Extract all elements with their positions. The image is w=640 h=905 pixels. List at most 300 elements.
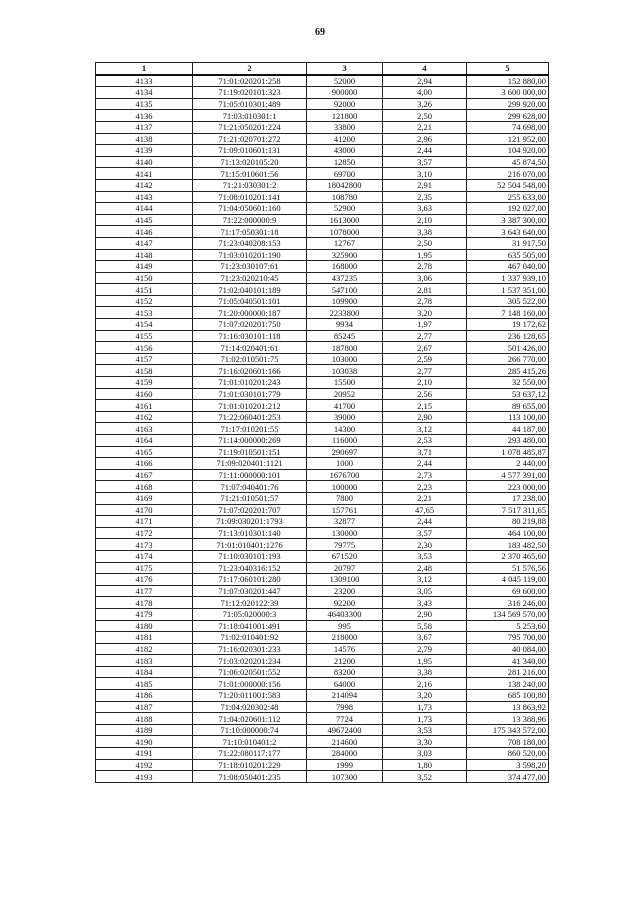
cadastral-number-cell: 71:23:030107:61 — [193, 261, 307, 273]
area-cell: 103038 — [307, 365, 383, 377]
value-cell: 3 643 640,00 — [467, 226, 549, 238]
value-cell: 13 388,96 — [467, 713, 549, 725]
cadastral-number-cell: 71:19:010501:151 — [193, 446, 307, 458]
table-header-row — [96, 63, 549, 75]
cadastral-number-cell: 71:02:010501:75 — [193, 353, 307, 365]
cadastral-number-cell: 71:05:010301:489 — [193, 98, 307, 110]
value-cell: 138 240,00 — [467, 678, 549, 690]
cadastral-number-cell: 71:16:020601:166 — [193, 365, 307, 377]
table-row — [96, 237, 549, 249]
table-row — [96, 411, 549, 423]
cadastral-number-cell: 71:03:020201:234 — [193, 655, 307, 667]
rate-cell: 2,50 — [383, 237, 467, 249]
row-number-cell: 4147 — [96, 237, 193, 249]
rate-cell: 3,10 — [383, 168, 467, 180]
cadastral-number-cell: 71:03:010301:1 — [193, 110, 307, 122]
cadastral-number-cell: 71:17:050301:18 — [193, 226, 307, 238]
rate-cell: 2,77 — [383, 365, 467, 377]
row-number-cell: 4173 — [96, 539, 193, 551]
table-row — [96, 574, 549, 586]
rate-cell: 2,23 — [383, 481, 467, 493]
area-cell: 15500 — [307, 377, 383, 389]
cadastral-number-cell: 71:11:000000:101 — [193, 469, 307, 481]
table-row — [96, 701, 549, 713]
table-row — [96, 75, 549, 87]
table-row — [96, 597, 549, 609]
table-row — [96, 307, 549, 319]
rate-cell: 1,73 — [383, 713, 467, 725]
value-cell: 299 920,00 — [467, 98, 549, 110]
rate-cell: 1,97 — [383, 319, 467, 331]
rate-cell: 3,71 — [383, 446, 467, 458]
row-number-cell: 4183 — [96, 655, 193, 667]
table-row — [96, 469, 549, 481]
area-cell: 92200 — [307, 597, 383, 609]
cadastral-number-cell: 71:03:010201:190 — [193, 249, 307, 261]
cadastral-number-cell: 71:05:020000:3 — [193, 608, 307, 620]
row-number-cell: 4153 — [96, 307, 193, 319]
table-row — [96, 620, 549, 632]
value-cell: 19 172,62 — [467, 319, 549, 331]
cadastral-number-cell: 71:21:010501:57 — [193, 492, 307, 504]
row-number-cell: 4140 — [96, 156, 193, 168]
area-cell: 1999 — [307, 759, 383, 771]
cadastral-number-cell: 71:08:010201:141 — [193, 191, 307, 203]
area-cell: 168000 — [307, 261, 383, 273]
table-row — [96, 748, 549, 760]
area-cell: 157761 — [307, 504, 383, 516]
area-cell: 7998 — [307, 701, 383, 713]
rate-cell: 3,43 — [383, 597, 467, 609]
rate-cell: 3,20 — [383, 307, 467, 319]
table-row — [96, 458, 549, 470]
value-cell: 7 517 311,65 — [467, 504, 549, 516]
rate-cell: 2,44 — [383, 145, 467, 157]
cadastral-number-cell: 71:17:010201:55 — [193, 423, 307, 435]
rate-cell: 3,57 — [383, 527, 467, 539]
area-cell: 92000 — [307, 98, 383, 110]
rate-cell: 2,44 — [383, 516, 467, 528]
cadastral-number-cell: 71:18:010201:229 — [193, 759, 307, 771]
rate-cell: 1,73 — [383, 701, 467, 713]
value-cell: 1 337 939,10 — [467, 272, 549, 284]
row-number-cell: 4184 — [96, 666, 193, 678]
table-row — [96, 191, 549, 203]
rate-cell: 4,00 — [383, 87, 467, 99]
table-row — [96, 516, 549, 528]
table-row — [96, 226, 549, 238]
cadastral-number-cell: 71:02:040101:189 — [193, 284, 307, 296]
table-row — [96, 678, 549, 690]
rate-cell: 3,52 — [383, 771, 467, 783]
area-cell: 41200 — [307, 133, 383, 145]
table-row — [96, 527, 549, 539]
value-cell: 89 655,00 — [467, 400, 549, 412]
table-row — [96, 295, 549, 307]
rate-cell: 3,67 — [383, 632, 467, 644]
row-number-cell: 4181 — [96, 632, 193, 644]
value-cell: 52 504 548,00 — [467, 179, 549, 191]
table-row — [96, 261, 549, 273]
cadastral-number-cell: 71:22:000000:9 — [193, 214, 307, 226]
rate-cell: 2,91 — [383, 179, 467, 191]
cadastral-number-cell: 71:07:030201:447 — [193, 585, 307, 597]
value-cell: 3 600 000,00 — [467, 87, 549, 99]
table-row — [96, 435, 549, 447]
value-cell: 223 000,00 — [467, 481, 549, 493]
row-number-cell: 4170 — [96, 504, 193, 516]
row-number-cell: 4146 — [96, 226, 193, 238]
value-cell: 316 246,00 — [467, 597, 549, 609]
area-cell: 1078000 — [307, 226, 383, 238]
value-cell: 2 440,00 — [467, 458, 549, 470]
area-cell: 103000 — [307, 353, 383, 365]
row-number-cell: 4187 — [96, 701, 193, 713]
table-row — [96, 249, 549, 261]
value-cell: 3 598,20 — [467, 759, 549, 771]
table-row — [96, 504, 549, 516]
area-cell: 49672400 — [307, 724, 383, 736]
rate-cell: 2,81 — [383, 284, 467, 296]
row-number-cell: 4145 — [96, 214, 193, 226]
area-cell: 46403300 — [307, 608, 383, 620]
cadastral-number-cell: 71:07:040401:76 — [193, 481, 307, 493]
rate-cell: 3,38 — [383, 666, 467, 678]
table-row — [96, 121, 549, 133]
column-header-5: 5 — [467, 63, 549, 75]
cadastral-number-cell: 71:21:050201:224 — [193, 121, 307, 133]
value-cell: 1 078 485,87 — [467, 446, 549, 458]
row-number-cell: 4164 — [96, 435, 193, 447]
cadastral-number-cell: 71:16:020301:233 — [193, 643, 307, 655]
table-row — [96, 353, 549, 365]
area-cell: 290697 — [307, 446, 383, 458]
row-number-cell: 4142 — [96, 179, 193, 191]
row-number-cell: 4155 — [96, 330, 193, 342]
table-row — [96, 643, 549, 655]
area-cell: 107300 — [307, 771, 383, 783]
table-row — [96, 377, 549, 389]
row-number-cell: 4137 — [96, 121, 193, 133]
area-cell: 39000 — [307, 411, 383, 423]
area-cell: 32877 — [307, 516, 383, 528]
cadastral-number-cell: 71:16:030101:118 — [193, 330, 307, 342]
row-number-cell: 4182 — [96, 643, 193, 655]
row-number-cell: 4176 — [96, 574, 193, 586]
rate-cell: 2,67 — [383, 342, 467, 354]
area-cell: 547100 — [307, 284, 383, 296]
row-number-cell: 4189 — [96, 724, 193, 736]
area-cell: 12767 — [307, 237, 383, 249]
table-row — [96, 168, 549, 180]
rate-cell: 2,21 — [383, 492, 467, 504]
rate-cell: 2,35 — [383, 191, 467, 203]
row-number-cell: 4191 — [96, 748, 193, 760]
table-row — [96, 98, 549, 110]
cadastral-number-cell: 71:06:020501:552 — [193, 666, 307, 678]
rate-cell: 2,90 — [383, 608, 467, 620]
rate-cell: 3,38 — [383, 226, 467, 238]
cadastral-number-cell: 71:14:020401:61 — [193, 342, 307, 354]
area-cell: 325900 — [307, 249, 383, 261]
value-cell: 74 698,00 — [467, 121, 549, 133]
rate-cell: 5,58 — [383, 620, 467, 632]
row-number-cell: 4168 — [96, 481, 193, 493]
cadastral-number-cell: 71:04:020601:112 — [193, 713, 307, 725]
row-number-cell: 4151 — [96, 284, 193, 296]
table-row — [96, 446, 549, 458]
row-number-cell: 4143 — [96, 191, 193, 203]
cadastral-number-cell: 71:23:020210:45 — [193, 272, 307, 284]
rate-cell: 3,12 — [383, 574, 467, 586]
table-row — [96, 272, 549, 284]
table-row — [96, 365, 549, 377]
row-number-cell: 4185 — [96, 678, 193, 690]
value-cell: 152 880,00 — [467, 75, 549, 87]
table-row — [96, 388, 549, 400]
area-cell: 284000 — [307, 748, 383, 760]
area-cell: 33800 — [307, 121, 383, 133]
cadastral-number-cell: 71:23:040316:152 — [193, 562, 307, 574]
value-cell: 175 343 572,00 — [467, 724, 549, 736]
area-cell: 2233800 — [307, 307, 383, 319]
table-row — [96, 133, 549, 145]
cadastral-number-cell: 71:19:020101:323 — [193, 87, 307, 99]
area-cell: 85245 — [307, 330, 383, 342]
value-cell: 293 480,00 — [467, 435, 549, 447]
rate-cell: 2,90 — [383, 411, 467, 423]
area-cell: 12850 — [307, 156, 383, 168]
row-number-cell: 4138 — [96, 133, 193, 145]
value-cell: 80 219,88 — [467, 516, 549, 528]
table-row — [96, 400, 549, 412]
rate-cell: 2,79 — [383, 643, 467, 655]
cadastral-number-cell: 71:01:010201:212 — [193, 400, 307, 412]
area-cell: 64000 — [307, 678, 383, 690]
area-cell: 1000 — [307, 458, 383, 470]
cadastral-number-cell: 71:18:041001:491 — [193, 620, 307, 632]
area-cell: 109900 — [307, 295, 383, 307]
value-cell: 134 569 570,00 — [467, 608, 549, 620]
value-cell: 216 070,00 — [467, 168, 549, 180]
cadastral-number-cell: 71:01:010401:1276 — [193, 539, 307, 551]
area-cell: 108780 — [307, 191, 383, 203]
value-cell: 285 415,26 — [467, 365, 549, 377]
table-row — [96, 690, 549, 702]
rate-cell: 2,48 — [383, 562, 467, 574]
value-cell: 17 238,00 — [467, 492, 549, 504]
registry-table — [95, 62, 549, 783]
value-cell: 3 387 300,00 — [467, 214, 549, 226]
area-cell: 69700 — [307, 168, 383, 180]
cadastral-number-cell: 71:10:000000:74 — [193, 724, 307, 736]
row-number-cell: 4148 — [96, 249, 193, 261]
area-cell: 83200 — [307, 666, 383, 678]
value-cell: 45 874,50 — [467, 156, 549, 168]
row-number-cell: 4161 — [96, 400, 193, 412]
rate-cell: 3,05 — [383, 585, 467, 597]
area-cell: 43000 — [307, 145, 383, 157]
value-cell: 255 633,00 — [467, 191, 549, 203]
value-cell: 374 477,00 — [467, 771, 549, 783]
rate-cell: 2,10 — [383, 214, 467, 226]
value-cell: 299 628,00 — [467, 110, 549, 122]
area-cell: 116000 — [307, 435, 383, 447]
cadastral-number-cell: 71:17:060101:280 — [193, 574, 307, 586]
cadastral-number-cell: 71:08:050401:235 — [193, 771, 307, 783]
table-row — [96, 608, 549, 620]
value-cell: 464 100,00 — [467, 527, 549, 539]
value-cell: 31 917,50 — [467, 237, 549, 249]
cadastral-number-cell: 71:21:020701:272 — [193, 133, 307, 145]
rate-cell: 2,59 — [383, 353, 467, 365]
row-number-cell: 4154 — [96, 319, 193, 331]
cadastral-number-cell: 71:15:010601:56 — [193, 168, 307, 180]
row-number-cell: 4159 — [96, 377, 193, 389]
cadastral-number-cell: 71:20:000000:187 — [193, 307, 307, 319]
value-cell: 113 100,00 — [467, 411, 549, 423]
rate-cell: 3,63 — [383, 203, 467, 215]
row-number-cell: 4175 — [96, 562, 193, 574]
value-cell: 7 148 160,00 — [467, 307, 549, 319]
row-number-cell: 4179 — [96, 608, 193, 620]
table-row — [96, 632, 549, 644]
row-number-cell: 4171 — [96, 516, 193, 528]
rate-cell: 2,30 — [383, 539, 467, 551]
rate-cell: 3,30 — [383, 736, 467, 748]
value-cell: 41 340,00 — [467, 655, 549, 667]
area-cell: 41700 — [307, 400, 383, 412]
rate-cell: 2,78 — [383, 261, 467, 273]
cadastral-number-cell: 71:07:020201:707 — [193, 504, 307, 516]
cadastral-number-cell: 71:13:020105:20 — [193, 156, 307, 168]
area-cell: 14576 — [307, 643, 383, 655]
cadastral-number-cell: 71:23:040208:153 — [193, 237, 307, 249]
value-cell: 860 520,00 — [467, 748, 549, 760]
column-header-4: 4 — [383, 63, 467, 75]
rate-cell: 2,15 — [383, 400, 467, 412]
value-cell: 13 863,92 — [467, 701, 549, 713]
value-cell: 53 637,12 — [467, 388, 549, 400]
cadastral-number-cell: 71:07:020201:750 — [193, 319, 307, 331]
value-cell: 4 045 119,00 — [467, 574, 549, 586]
row-number-cell: 4192 — [96, 759, 193, 771]
column-header-1: 1 — [96, 63, 193, 75]
area-cell: 7800 — [307, 492, 383, 504]
cadastral-number-cell: 71:02:010401:92 — [193, 632, 307, 644]
cadastral-number-cell: 71:22:060401:253 — [193, 411, 307, 423]
rate-cell: 2,78 — [383, 295, 467, 307]
rate-cell: 3,06 — [383, 272, 467, 284]
cadastral-number-cell: 71:12:020122:39 — [193, 597, 307, 609]
rate-cell: 2,73 — [383, 469, 467, 481]
value-cell: 281 216,00 — [467, 666, 549, 678]
rate-cell: 3,12 — [383, 423, 467, 435]
row-number-cell: 4186 — [96, 690, 193, 702]
value-cell: 5 253,60 — [467, 620, 549, 632]
area-cell: 214094 — [307, 690, 383, 702]
value-cell: 685 100,80 — [467, 690, 549, 702]
row-number-cell: 4156 — [96, 342, 193, 354]
row-number-cell: 4152 — [96, 295, 193, 307]
area-cell: 7724 — [307, 713, 383, 725]
value-cell: 192 027,00 — [467, 203, 549, 215]
area-cell: 21200 — [307, 655, 383, 667]
area-cell: 187800 — [307, 342, 383, 354]
rate-cell: 3,53 — [383, 724, 467, 736]
table-row — [96, 759, 549, 771]
table-row — [96, 342, 549, 354]
row-number-cell: 4150 — [96, 272, 193, 284]
value-cell: 708 180,00 — [467, 736, 549, 748]
cadastral-number-cell: 71:10:030101:193 — [193, 550, 307, 562]
cadastral-number-cell: 71:09:030201:1793 — [193, 516, 307, 528]
cadastral-number-cell: 71:04:020302:48 — [193, 701, 307, 713]
cadastral-number-cell: 71:05:040501:101 — [193, 295, 307, 307]
column-header-2: 2 — [193, 63, 307, 75]
page-number: 69 — [315, 27, 325, 38]
row-number-cell: 4163 — [96, 423, 193, 435]
area-cell: 130000 — [307, 527, 383, 539]
area-cell: 1676700 — [307, 469, 383, 481]
value-cell: 1 537 351,00 — [467, 284, 549, 296]
table-row — [96, 156, 549, 168]
area-cell: 121800 — [307, 110, 383, 122]
value-cell: 40 084,00 — [467, 643, 549, 655]
value-cell: 69 600,00 — [467, 585, 549, 597]
value-cell: 635 505,00 — [467, 249, 549, 261]
value-cell: 104 920,00 — [467, 145, 549, 157]
row-number-cell: 4193 — [96, 771, 193, 783]
cadastral-number-cell: 71:13:010301:140 — [193, 527, 307, 539]
rate-cell: 3,20 — [383, 690, 467, 702]
table-row — [96, 666, 549, 678]
table-row — [96, 145, 549, 157]
row-number-cell: 4134 — [96, 87, 193, 99]
row-number-cell: 4135 — [96, 98, 193, 110]
row-number-cell: 4144 — [96, 203, 193, 215]
table-row — [96, 319, 549, 331]
rate-cell: 2,77 — [383, 330, 467, 342]
row-number-cell: 4172 — [96, 527, 193, 539]
table-row — [96, 539, 549, 551]
row-number-cell: 4133 — [96, 75, 193, 87]
row-number-cell: 4188 — [96, 713, 193, 725]
row-number-cell: 4180 — [96, 620, 193, 632]
row-number-cell: 4136 — [96, 110, 193, 122]
table-row — [96, 481, 549, 493]
row-number-cell: 4165 — [96, 446, 193, 458]
row-number-cell: 4141 — [96, 168, 193, 180]
value-cell: 2 370 465,60 — [467, 550, 549, 562]
rate-cell: 2,16 — [383, 678, 467, 690]
table-row — [96, 492, 549, 504]
value-cell: 44 187,00 — [467, 423, 549, 435]
cadastral-number-cell: 71:09:020401:1121 — [193, 458, 307, 470]
value-cell: 32 550,00 — [467, 377, 549, 389]
rate-cell: 2,10 — [383, 377, 467, 389]
value-cell: 4 577 391,00 — [467, 469, 549, 481]
table-row — [96, 655, 549, 667]
cadastral-number-cell: 71:22:080117:177 — [193, 748, 307, 760]
area-cell: 20797 — [307, 562, 383, 574]
area-cell: 14300 — [307, 423, 383, 435]
row-number-cell: 4169 — [96, 492, 193, 504]
area-cell: 1309100 — [307, 574, 383, 586]
value-cell: 467 040,00 — [467, 261, 549, 273]
table-row — [96, 550, 549, 562]
table-row — [96, 736, 549, 748]
